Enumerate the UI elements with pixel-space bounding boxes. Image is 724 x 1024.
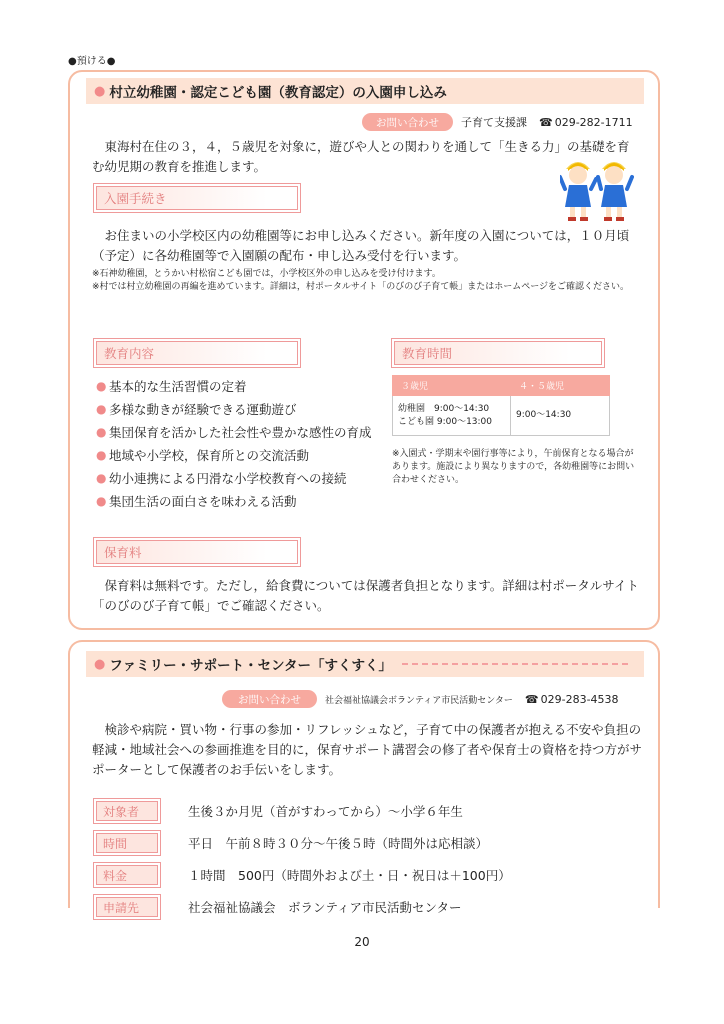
- hours-cell-3yr: [393, 396, 511, 436]
- list-item: ● 地域や小学校，保育所との交流活動: [96, 444, 374, 467]
- fee-heading: 保育料: [96, 540, 298, 564]
- child-left-figure: [560, 162, 596, 221]
- hours-table: [392, 375, 610, 436]
- admission-body: お住まいの小学校区内の幼稚園等にお申し込みください。新年度の入園については，１０月頃（予定）に各幼稚園等で入園願の配布・申し込み受付を行います。: [92, 228, 630, 263]
- family-support-title-bar: [86, 651, 644, 677]
- family-support-intro: 検診や病院・買い物・行事の参加・リフレッシュなど，子育て中の保護者が抱える不安や負担の軽減・地域社会への参画推進を目的に，保育サポート講習会の修了者や保育士の資格を持つ方がサポーターとして保護者のお手伝いをします。: [92, 722, 643, 777]
- info-row-apply: [96, 896, 462, 918]
- list-item: ● 多様な動きが経験できる運動遊び: [96, 398, 374, 421]
- list-item: ● 集団保育を活かした社会性や豊かな感性の育成: [96, 421, 374, 444]
- kindergarten-inquiry: [362, 113, 633, 131]
- info-label: 料金: [96, 865, 158, 885]
- admission-note-2: ※村では村立幼稚園の再編を進めています。詳細は，村ポータルサイト「のびのび子育て帳」またはホームページをご確認ください。: [92, 282, 630, 292]
- admission-heading: 入園手続き: [96, 186, 298, 210]
- inquiry-department: 社会福祉協議会ボランティア市民活動センター: [325, 695, 513, 706]
- hours-note: ※入園式・学期末や園行事等により，午前保育となる場合があります。施設により異なりますので，各幼稚園等にお問い合わせください。: [392, 449, 635, 485]
- hours-cell-45yr: 9:00～14:30: [511, 396, 610, 436]
- family-support-inquiry: [222, 690, 619, 708]
- content-list: [96, 375, 374, 513]
- inquiry-badge: お問い合わせ: [222, 690, 317, 708]
- info-row-target: [96, 800, 463, 822]
- info-label: 時間: [96, 833, 158, 853]
- info-row-time: [96, 832, 488, 854]
- fee-body: 保育料は無料です。ただし，給食費については保護者負担となります。詳細は村ポータルサイト「のびのび子育て帳」でご確認ください。: [92, 578, 639, 613]
- child-right-figure: [598, 162, 632, 221]
- info-row-fee: [96, 864, 511, 886]
- kindergarten-title: 村立幼稚園・認定こども園（教育認定）の入園申し込み: [109, 85, 447, 101]
- info-label: 対象者: [96, 801, 158, 821]
- title-dashed-divider: [402, 663, 628, 665]
- info-label: 申請先: [96, 897, 158, 917]
- hours-nursery: こども園 9:00～13:00: [398, 416, 493, 427]
- content-heading: 教育内容: [96, 341, 298, 365]
- hours-header-3yr: ３歳児: [393, 376, 511, 396]
- inquiry-department: 子育て支援課: [461, 116, 527, 129]
- list-item: ● 幼小連携による円滑な小学校教育への接続: [96, 467, 374, 490]
- inquiry-phone[interactable]: 029-282-1711: [554, 115, 633, 129]
- bullet-icon: ●: [94, 656, 106, 672]
- category-label: ●預ける●: [68, 56, 116, 67]
- phone-icon: ☎: [539, 115, 553, 129]
- inquiry-badge: お問い合わせ: [362, 113, 453, 131]
- phone-icon: ☎: [524, 692, 539, 706]
- list-item: ● 集団生活の面白さを味わえる活動: [96, 490, 374, 513]
- hours-header-45yr: ４・５歳児: [511, 376, 610, 396]
- info-value: 平日 午前８時３０分～午後５時（時間外は応相談）: [188, 836, 489, 851]
- page-number: 20: [354, 935, 370, 949]
- info-value: 生後３か月児（首がすわってから）～小学６年生: [188, 804, 463, 819]
- inquiry-phone[interactable]: 029-283-4538: [540, 692, 619, 706]
- hours-kindergarten: 幼稚園 9:00～14:30: [398, 403, 490, 414]
- info-value: １時間 500円（時間外および土・日・祝日は＋100円）: [188, 868, 511, 883]
- list-item: ● 基本的な生活習慣の定着: [96, 375, 374, 398]
- family-support-title: ファミリー・サポート・センター「すくすく」: [109, 658, 393, 674]
- bullet-icon: ●: [94, 83, 106, 99]
- hours-heading: 教育時間: [394, 341, 602, 365]
- kindergarten-children-illustration: [560, 155, 634, 223]
- info-value: 社会福祉協議会 ボランティア市民活動センター: [188, 900, 462, 915]
- admission-note-1: ※石神幼稚園，とうかい村松宿こども園では，小学校区外の申し込みを受け付けます。: [92, 269, 441, 279]
- kindergarten-title-bar: [86, 78, 644, 104]
- kindergarten-intro: 東海村在住の３，４，５歳児を対象に，遊びや人との関わりを通して「生きる力」の基礎を育む幼児期の教育を推進します。: [92, 139, 630, 174]
